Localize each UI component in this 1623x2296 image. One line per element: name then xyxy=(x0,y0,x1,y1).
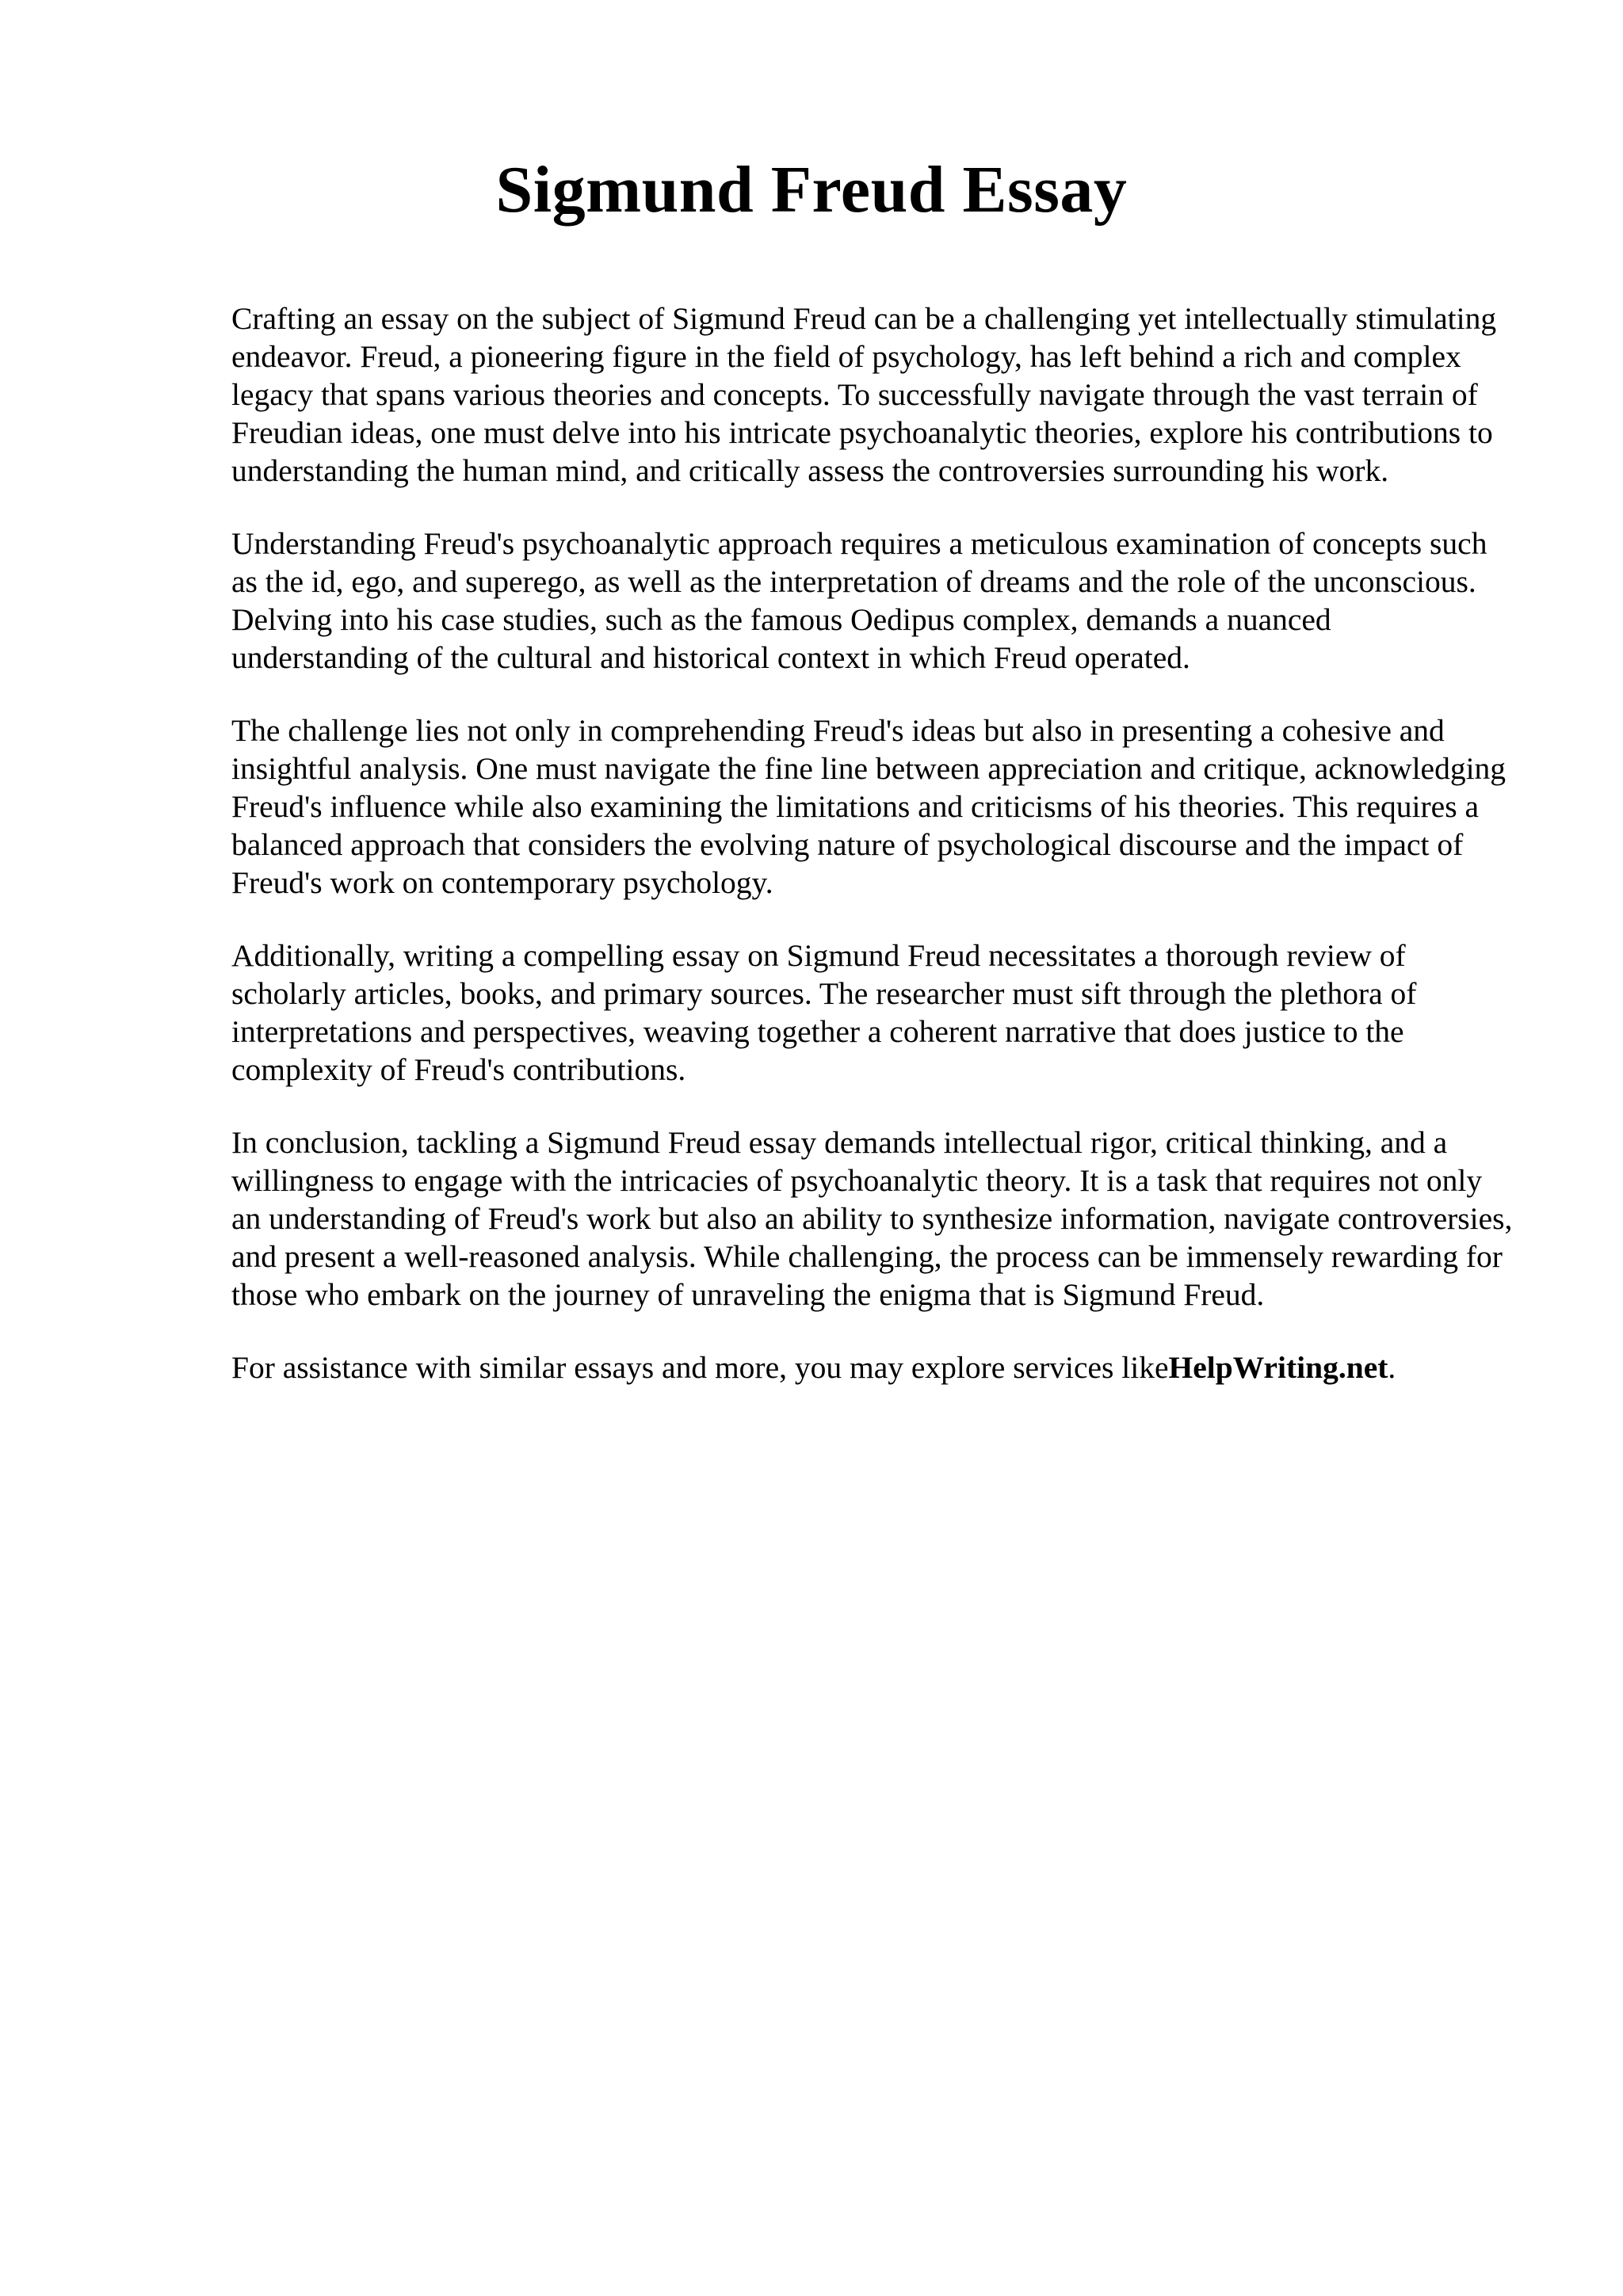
closing-text: For assistance with similar essays and more, you may explore services like xyxy=(231,1350,1169,1385)
paragraph-5: In conclusion, tackling a Sigmund Freud essay demands intellectual rigor, critical thinking, and a willingness to engage with the intricacies of psychoanalytic theory. It is a task that requires not only an understanding of Freud's work but also an ability to synthesize information, navigate controversies, and present a well-reasoned analysis. While challenging, the process can be immensely rewarding for those who embark on the journey of unraveling the enigma that is Sigmund Freud. xyxy=(231,1125,1513,1312)
paragraph-3: The challenge lies not only in comprehending Freud's ideas but also in presenting a cohesive and insightful analysis. One must navigate the fine line between appreciation and critique, acknowledging Freud's influence while also examining the limitations and criticisms of his theories. This requires a balanced approach that considers the evolving nature of psychological discourse and the impact of Freud's work on contemporary psychology. xyxy=(231,713,1507,900)
paragraph-2: Understanding Freud's psychoanalytic approach requires a meticulous examination of concepts such as the id, ego, and superego, as well as the interpretation of dreams and the role of the unconscious. Delving into his case studies, such as the famous Oedipus complex, demands a nuanced understanding of the cultural and historical context in which Freud operated. xyxy=(231,526,1487,675)
closing-period: . xyxy=(1388,1350,1396,1385)
document-title: Sigmund Freud Essay xyxy=(495,153,1128,227)
helpwriting-link[interactable]: HelpWriting.net xyxy=(1168,1350,1388,1385)
essay-body xyxy=(231,299,1515,1421)
closing-paragraph xyxy=(231,1348,1515,1386)
paragraph-4: Additionally, writing a compelling essay on Sigmund Freud necessitates a thorough review of scholarly articles, books, and primary sources. The researcher must sift through the plethora of interpretations and perspectives, weaving together a coherent narrative that does justice to the complexity of Freud's contributions. xyxy=(231,938,1417,1087)
paragraph-1: Crafting an essay on the subject of Sigmund Freud can be a challenging yet intellectually stimulating endeavor. Freud, a pioneering figure in the field of psychology, has left behind a rich and complex legacy that spans various theories and concepts. To successfully navigate through the vast terrain of Freudian ideas, one must delve into his intricate psychoanalytic theories, explore his contributions to understanding the human mind, and critically assess the controversies surrounding his work. xyxy=(231,301,1497,488)
